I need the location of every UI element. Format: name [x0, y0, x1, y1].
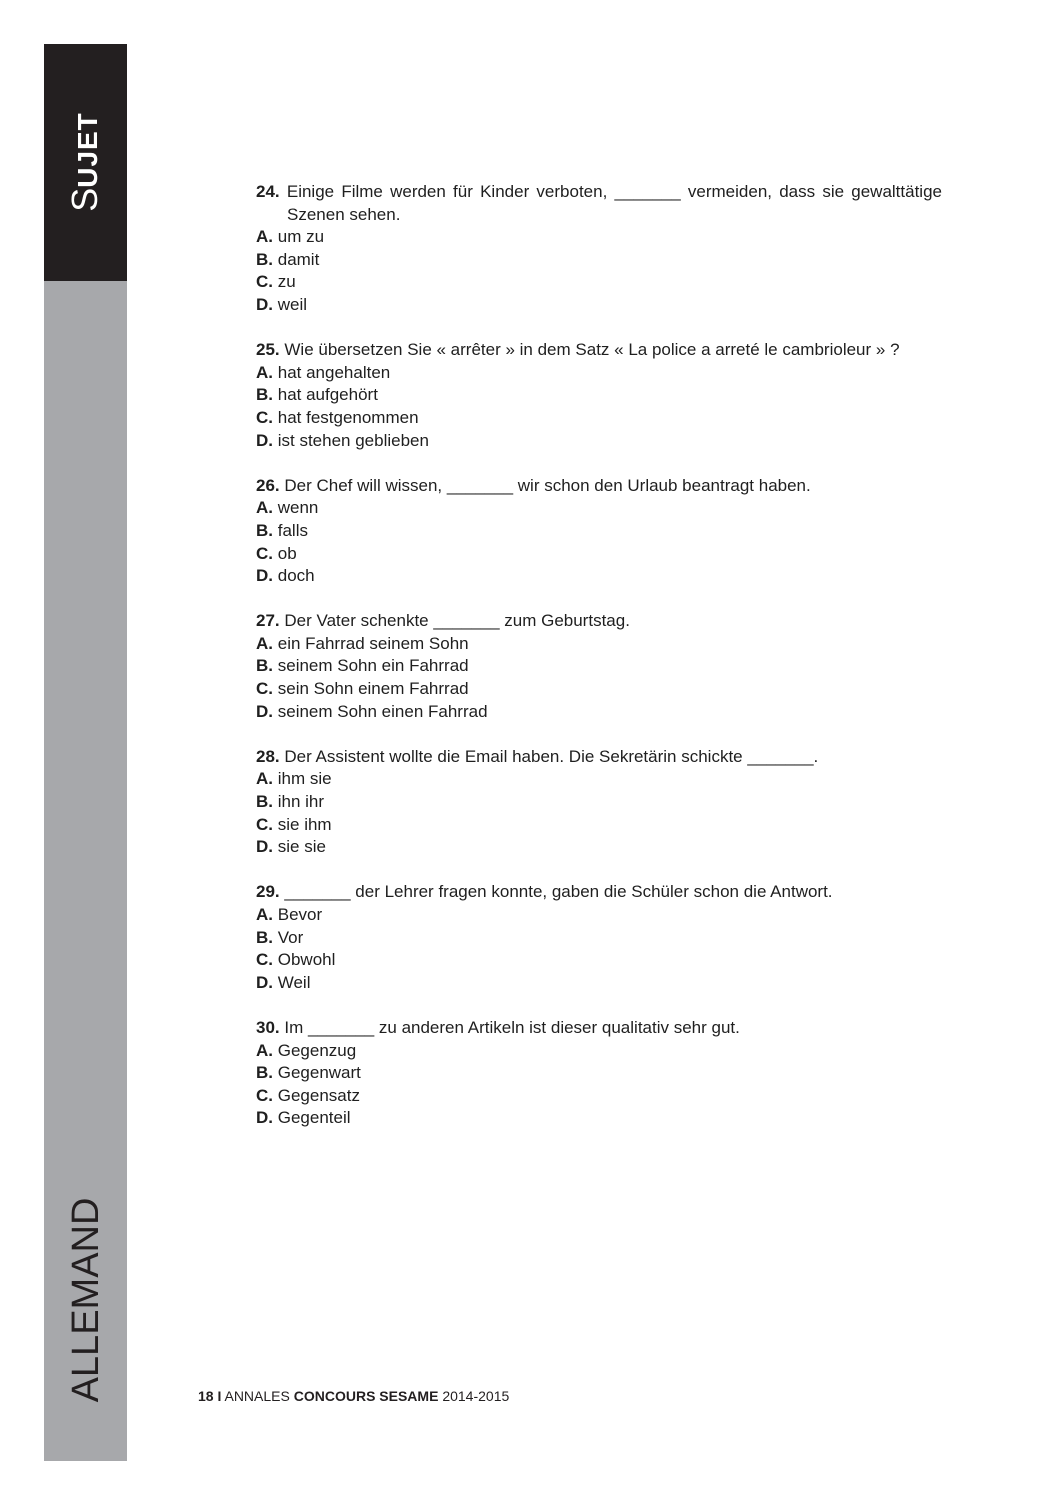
option-text: sie sie	[277, 837, 326, 857]
question-25	[256, 339, 942, 452]
option-text: Gegenwart	[277, 1063, 361, 1083]
question-stem	[256, 475, 942, 498]
option-letter: D.	[256, 1108, 273, 1128]
option-text: Gegenteil	[277, 1108, 351, 1128]
question-number: 24.	[256, 182, 280, 201]
option-letter: D.	[256, 701, 273, 721]
option-letter: A.	[256, 769, 273, 789]
option-letter: B.	[256, 385, 273, 405]
option-text: Bevor	[277, 905, 323, 924]
answer-option	[256, 814, 942, 837]
question-text: Der Assistent wollte die Email haben. Die Sekretärin schickte _______.	[284, 746, 819, 766]
option-letter: B.	[256, 520, 273, 540]
option-letter: B.	[256, 792, 273, 812]
option-letter: A.	[256, 1040, 273, 1060]
footer-prefix: ANNALES	[224, 1388, 290, 1404]
option-text: sie ihm	[277, 814, 332, 834]
option-text: falls	[277, 520, 308, 540]
answer-option	[256, 543, 942, 566]
option-letter: C.	[256, 950, 273, 970]
answer-option	[256, 430, 942, 453]
page-footer	[198, 1388, 509, 1404]
question-stem	[256, 1017, 942, 1040]
answer-option	[256, 1062, 942, 1085]
question-text: Im _______ zu anderen Artikeln ist dieser qualitativ sehr gut.	[284, 1017, 740, 1037]
section-label-sujet	[64, 112, 105, 212]
question-28	[256, 746, 942, 859]
option-letter: A.	[256, 362, 273, 382]
question-26	[256, 475, 942, 588]
footer-separator: I	[217, 1388, 222, 1404]
option-text: ob	[277, 543, 297, 563]
answer-option	[256, 249, 942, 272]
option-text: hat aufgehört	[277, 385, 378, 405]
footer-year: 2014-2015	[442, 1388, 510, 1404]
option-letter: C.	[256, 272, 273, 292]
answer-option	[256, 701, 942, 724]
question-number: 26.	[256, 475, 280, 495]
question-text: Der Vater schenkte _______ zum Geburtstag.	[284, 611, 630, 631]
option-letter: D.	[256, 566, 273, 586]
answer-option	[256, 520, 942, 543]
question-text: Wie übersetzen Sie « arrêter » in dem Satz « La police a arreté le cambrioleur » ?	[284, 340, 900, 360]
option-letter: A.	[256, 905, 273, 924]
question-24	[256, 181, 942, 317]
footer-brand: CONCOURS SESAME	[293, 1388, 439, 1404]
question-text: _______ der Lehrer fragen konnte, gaben die Schüler schon die Antwort.	[284, 882, 833, 902]
answer-option	[256, 768, 942, 791]
answer-option	[256, 565, 942, 588]
answer-option	[256, 1085, 942, 1108]
question-text: Der Chef will wissen, _______ wir schon den Urlaub beantragt haben.	[284, 475, 811, 495]
option-text: ein Fahrrad seinem Sohn	[277, 633, 469, 653]
section-label-initial: S	[64, 187, 105, 212]
answer-option	[256, 1040, 942, 1063]
answer-option	[256, 1107, 942, 1130]
option-letter: A.	[256, 498, 273, 518]
option-letter: C.	[256, 407, 273, 427]
option-text: seinem Sohn einen Fahrrad	[277, 701, 488, 721]
answer-option	[256, 949, 942, 972]
answer-option	[256, 407, 942, 430]
option-text: seinem Sohn ein Fahrrad	[277, 656, 469, 676]
option-letter: B.	[256, 927, 273, 947]
answer-option	[256, 927, 942, 950]
question-number: 29.	[256, 882, 280, 902]
option-text: doch	[277, 566, 315, 586]
option-letter: D.	[256, 294, 273, 314]
option-text: sein Sohn einem Fahrrad	[277, 679, 469, 699]
answer-option	[256, 384, 942, 407]
option-text: ihm sie	[277, 769, 332, 789]
option-text: damit	[277, 249, 320, 269]
option-letter: C.	[256, 543, 273, 563]
option-letter: D.	[256, 972, 273, 992]
option-letter: A.	[256, 633, 273, 653]
answer-option	[256, 497, 942, 520]
answer-option	[256, 791, 942, 814]
option-letter: C.	[256, 1085, 273, 1105]
question-number: 28.	[256, 746, 280, 766]
option-letter: B.	[256, 249, 273, 269]
question-number: 27.	[256, 611, 280, 631]
answer-option	[256, 294, 942, 317]
option-text: hat angehalten	[277, 362, 391, 382]
question-list	[256, 181, 942, 1153]
question-stem	[256, 746, 942, 769]
page-number: 18	[198, 1388, 214, 1404]
option-text: weil	[277, 294, 308, 314]
question-number: 30.	[256, 1017, 280, 1037]
option-text: Weil	[277, 972, 311, 992]
answer-option	[256, 678, 942, 701]
question-number: 25.	[256, 340, 280, 360]
option-text: wenn	[277, 498, 319, 518]
option-letter: C.	[256, 814, 273, 834]
question-text: Einige Filme werden für Kinder verboten, _______ vermeiden, dass sie gewalttätige Szenen sehen.	[286, 182, 942, 224]
option-letter: A.	[256, 227, 273, 247]
question-27	[256, 610, 942, 723]
question-30	[256, 1017, 942, 1130]
question-stem	[256, 181, 942, 226]
answer-option	[256, 972, 942, 995]
answer-option	[256, 655, 942, 678]
option-letter: D.	[256, 837, 273, 857]
answer-option	[256, 836, 942, 859]
answer-option	[256, 271, 942, 294]
section-label-rest: UJET	[72, 112, 103, 188]
option-text: um zu	[277, 227, 325, 247]
option-text: ist stehen geblieben	[277, 430, 429, 450]
question-stem	[256, 881, 942, 904]
answer-option	[256, 226, 942, 249]
option-letter: D.	[256, 430, 273, 450]
question-stem	[256, 610, 942, 633]
option-text: Obwohl	[277, 950, 336, 970]
option-letter: B.	[256, 656, 273, 676]
option-letter: C.	[256, 679, 273, 699]
option-letter: B.	[256, 1063, 273, 1083]
option-text: ihn ihr	[277, 792, 325, 812]
option-text: zu	[277, 272, 296, 292]
question-29	[256, 881, 942, 994]
subject-label-allemand: ALLEMAND	[65, 1197, 107, 1403]
question-stem	[256, 339, 942, 362]
option-text: Vor	[277, 927, 304, 947]
answer-option	[256, 633, 942, 656]
option-text: Gegenzug	[277, 1040, 357, 1060]
answer-option	[256, 362, 942, 385]
answer-option	[256, 904, 942, 927]
option-text: Gegensatz	[277, 1085, 360, 1105]
option-text: hat festgenommen	[277, 407, 419, 427]
